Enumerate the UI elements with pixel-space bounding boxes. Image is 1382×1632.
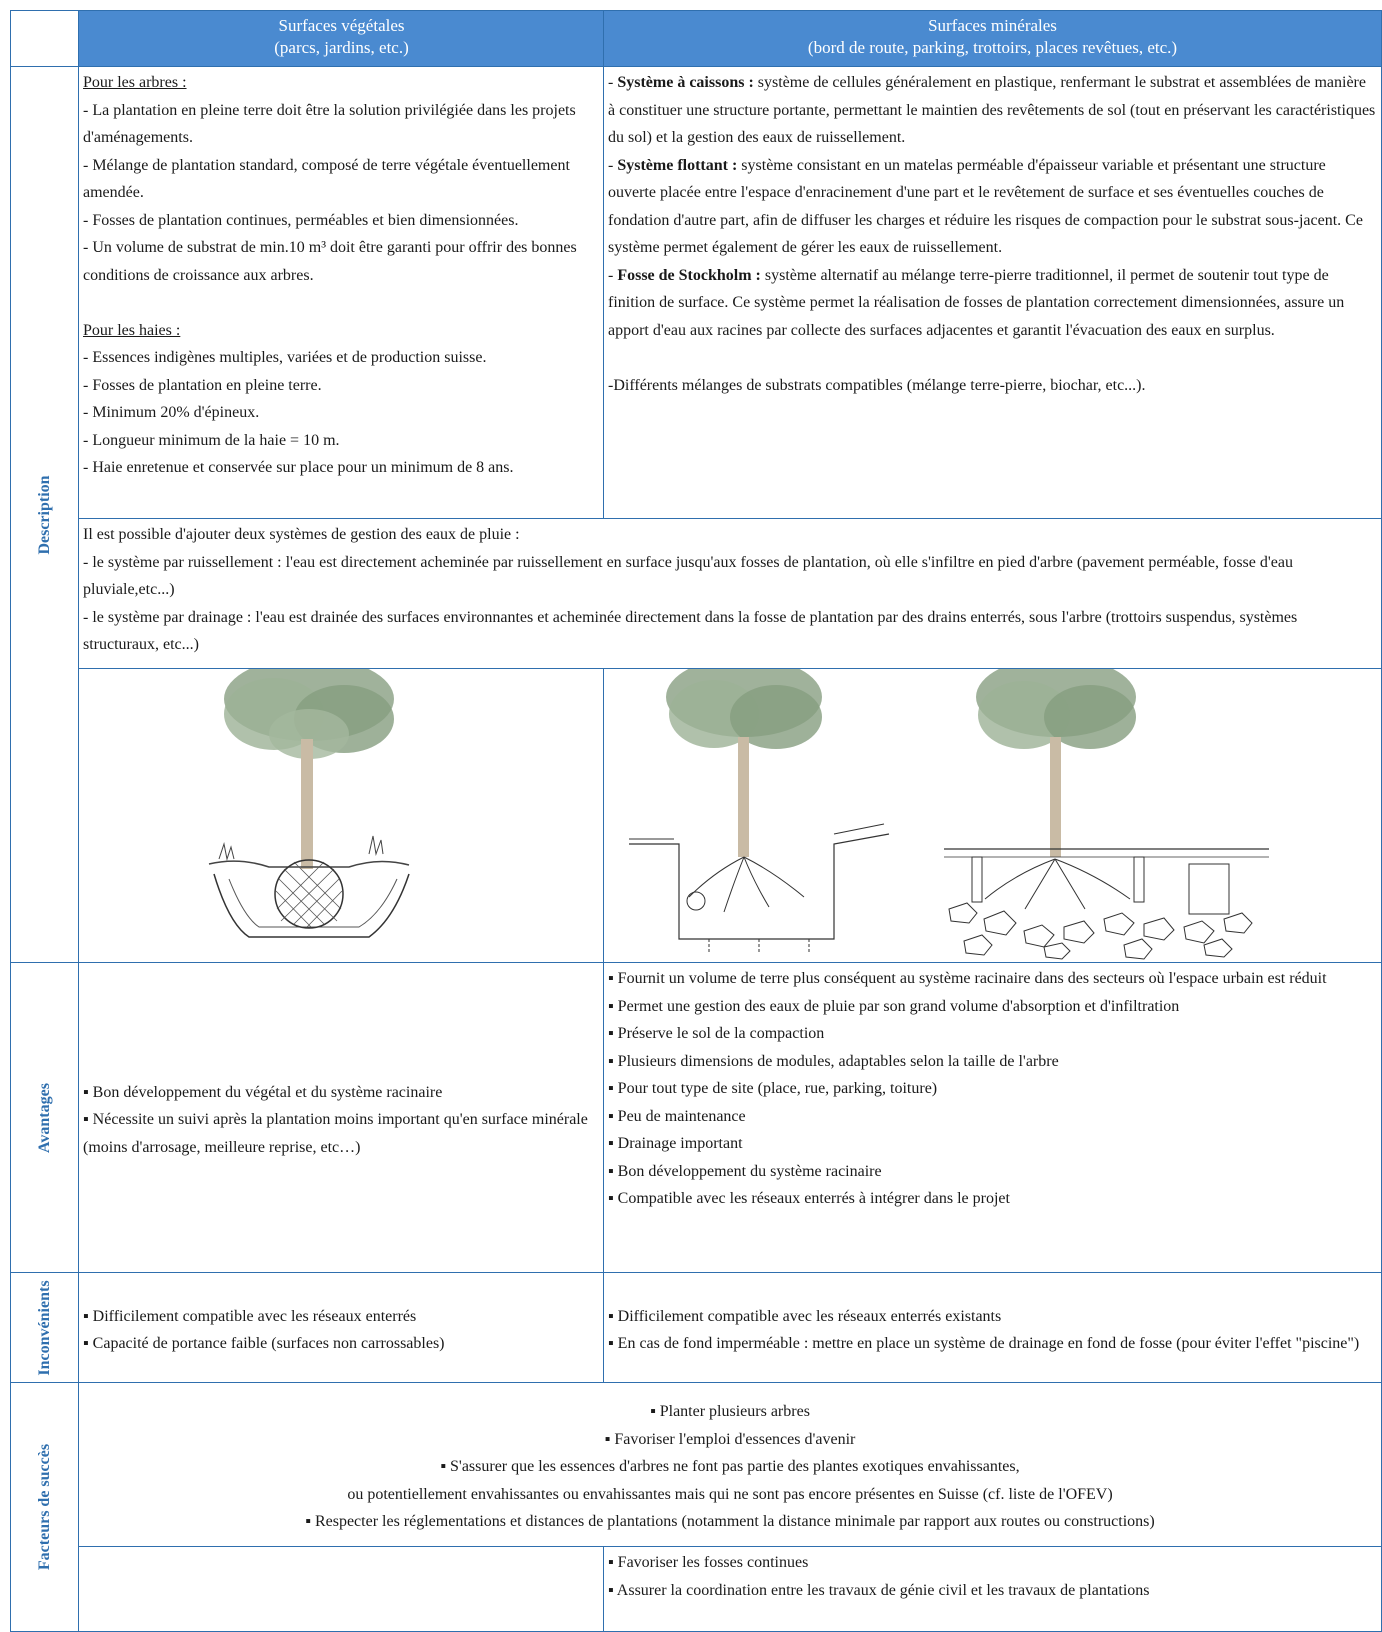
inconvenient-item: ▪ Capacité de portance faible (surfaces non carrossables) xyxy=(83,1335,445,1352)
stockholm-item: - Fosse de Stockholm : système alternatif au mélange terre-pierre traditionnel, il permet de soutenir tout type de finition de surface. Ce système permet la réalisation de fosses de plantation correctement dimensionnées, assure un apport d'eau aux racines par collecte des surfaces adjacentes et garantit l'évacuation des eaux en surplus. xyxy=(608,266,1345,339)
tree-trunk-icon xyxy=(1050,737,1061,857)
facteur-item: ▪ Assurer la coordination entre les travaux de génie civil et les travaux de plantations xyxy=(608,1581,1150,1599)
row-label-inconvenients-text: Inconvénients xyxy=(36,1280,53,1376)
haies-title: Pour les haies : xyxy=(83,321,181,339)
arbres-item: - Mélange de plantation standard, composé de terre végétale éventuellement amendée. xyxy=(83,156,570,201)
facteur-item: ▪ S'assurer que les essences d'arbres ne font pas partie des plantes exotiques envahissantes, xyxy=(440,1458,1020,1476)
facteurs-mineral xyxy=(603,1546,1382,1632)
avantage-item: ▪ Bon développement du végétal et du système racinaire xyxy=(83,1083,443,1101)
description-mineral xyxy=(603,66,1382,520)
avantage-item: ▪ Permet une gestion des eaux de pluie par son grand volume d'absorption et d'infiltration xyxy=(608,997,1180,1015)
facteurs-common xyxy=(78,1382,1382,1548)
header-vegetal-title: Surfaces végétales xyxy=(278,16,405,35)
inconvenients-vegetal-text xyxy=(79,1273,604,1384)
facteur-item: ou potentiellement envahissantes ou envahissantes mais qui ne sont pas encore présentes en Suisse (cf. liste de l'OFEV) xyxy=(347,1485,1113,1503)
melanges-item: -Différents mélanges de substrats compatibles (mélange terre-pierre, biochar, etc...). xyxy=(608,376,1146,394)
avantage-item: ▪ Drainage important xyxy=(608,1135,743,1152)
facteur-item: ▪ Planter plusieurs arbres xyxy=(650,1403,810,1421)
row-label-facteurs-text: Facteurs de succès xyxy=(36,1443,53,1571)
stockholm-label: Fosse de Stockholm : xyxy=(617,266,761,284)
header-vegetal-subtitle: (parcs, jardins, etc.) xyxy=(274,38,409,57)
header-vegetal xyxy=(78,10,605,68)
tree-trunk-icon xyxy=(301,739,313,869)
row-label-avantages xyxy=(10,962,80,1274)
inconvenients-vegetal xyxy=(78,1272,605,1384)
facteurs-mineral-text xyxy=(604,1547,1381,1606)
inconvenients-mineral xyxy=(603,1272,1382,1384)
description-mineral-text xyxy=(604,67,1381,401)
haies-item: - Essences indigènes multiples, variées et de production suisse. xyxy=(83,349,487,366)
inconvenients-mineral-text xyxy=(604,1273,1381,1384)
avantage-item: ▪ Peu de maintenance xyxy=(608,1107,746,1125)
facteur-item: ▪ Favoriser l'emploi d'essences d'avenir xyxy=(604,1430,856,1448)
facteur-item: ▪ Respecter les réglementations et distances de plantations (notamment la distance minimale par rapport aux routes ou constructions) xyxy=(305,1513,1155,1531)
row-label-description-text: Description xyxy=(36,475,53,555)
avantage-item: ▪ Fournit un volume de terre plus conséquent au système racinaire dans des secteurs où l'espace urbain est réduit xyxy=(608,970,1327,987)
eaux-pluie-cell xyxy=(78,518,1382,670)
arbres-item: - Fosses de plantation continues, perméables et bien dimensionnées. xyxy=(83,211,519,229)
facteurs-vegetal xyxy=(78,1546,605,1632)
inconvenient-item: ▪ Difficilement compatible avec les réseaux enterrés xyxy=(83,1307,417,1325)
haies-item: - Longueur minimum de la haie = 10 m. xyxy=(83,431,340,449)
eaux-drainage: - le système par drainage : l'eau est drainée des surfaces environnantes et acheminée directement dans la fosse de plantation par des drains enterrés, sous l'arbre (trottoirs suspendus, systèmes structuraux, etc...) xyxy=(83,608,1298,653)
arbres-item: - Un volume de substrat de min.10 m³ doit être garanti pour offrir des bonnes conditions de croissance aux arbres. xyxy=(83,239,577,284)
mineral-systems-illustration xyxy=(604,669,1380,961)
arbres-title: Pour les arbres : xyxy=(83,74,187,91)
eaux-pluie-text xyxy=(79,519,1381,661)
facteur-item: ▪ Favoriser les fosses continues xyxy=(608,1554,809,1571)
row-label-avantages-text: Avantages xyxy=(36,1083,53,1153)
flottant-label: Système flottant : xyxy=(617,156,738,174)
eaux-intro: Il est possible d'ajouter deux systèmes de gestion des eaux de pluie : xyxy=(83,526,520,543)
haies-item: - Minimum 20% d'épineux. xyxy=(83,404,260,421)
arbres-item: - La plantation en pleine terre doit être la solution privilégiée dans les projets d'aménagements. xyxy=(83,101,576,146)
avantage-item: ▪ Compatible avec les réseaux enterrés à intégrer dans le projet xyxy=(608,1190,1010,1207)
pleine-terre-illustration xyxy=(79,669,603,961)
eaux-ruissellement: - le système par ruissellement : l'eau est directement acheminée par ruissellement en surface jusqu'aux fosses de plantation, où elle s'infiltre en pied d'arbre (pavement perméable, fosse d'eau pluviale,etc...) xyxy=(83,553,1293,598)
stockholm-text: système alternatif au mélange terre-pierre traditionnel, il permet de soutenir tout type de finition de surface. Ce système permet la réalisation de fosses de plantation correctement dimensionnées, assure un apport d'eau aux racines par collecte des surfaces adjacentes et garantit l'évacuation des eaux en surplus. xyxy=(608,266,1345,339)
header-corner xyxy=(10,10,80,68)
haies-item: - Haie enretenue et conservée sur place pour un minimum de 8 ans. xyxy=(83,459,514,476)
flottant-text: système consistant en un matelas perméable d'épaisseur variable et présentant une structure ouverte placée entre l'espace d'enracinement d'une part et le revêtement de surface et ses éventuelles couches de fondation d'autre part, afin de diffuser les charges et réduire les risques de compaction pour le substrat sous-jacent. Ce système permet également de gérer les eaux de ruissellement. xyxy=(608,156,1363,256)
avantage-item: ▪ Préserve le sol de la compaction xyxy=(608,1025,825,1042)
flottant-item: - Système flottant : système consistant en un matelas perméable d'épaisseur variable et présentant une structure ouverte placée entre l'espace d'enracinement d'une part et le revêtement de surface et ses éventuelles couches de fondation d'autre part, afin de diffuser les charges et réduire les risques de compaction pour le substrat sous-jacent. Ce système permet également de gérer les eaux de ruissellement. xyxy=(608,156,1363,256)
avantage-item: ▪ Plusieurs dimensions de modules, adaptables selon la taille de l'arbre xyxy=(608,1052,1059,1070)
illustration-mineral xyxy=(603,668,1382,964)
description-vegetal-text xyxy=(79,67,604,484)
caissons-label: Système à caissons : xyxy=(617,74,754,91)
avantages-mineral-text xyxy=(604,963,1381,1215)
header-mineral-title: Surfaces minérales xyxy=(928,16,1057,35)
avantage-item: ▪ Bon développement du système racinaire xyxy=(608,1162,882,1180)
inconvenient-item: ▪ Difficilement compatible avec les réseaux enterrés existants xyxy=(608,1307,1002,1325)
row-label-inconvenients xyxy=(10,1272,80,1384)
avantages-mineral xyxy=(603,962,1382,1274)
header-mineral xyxy=(603,10,1382,68)
caissons-item: - Système à caissons : système de cellules généralement en plastique, renfermant le substrat et assemblées de manière à constituer une structure portante, permettant le maintien des revêtements de sol (tout en préservant les caractéristiques du sol) et la gestion des eaux de ruissellement. xyxy=(608,74,1376,146)
haies-item: - Fosses de plantation en pleine terre. xyxy=(83,376,322,394)
illustration-vegetal xyxy=(78,668,605,964)
row-label-facteurs xyxy=(10,1382,80,1632)
caissons-text: système de cellules généralement en plastique, renfermant le substrat et assemblées de manière à constituer une structure portante, permettant le maintien des revêtements de sol (tout en préservant les caractéristiques du sol) et la gestion des eaux de ruissellement. xyxy=(608,74,1376,146)
row-label-description xyxy=(10,66,80,964)
avantage-item: ▪ Pour tout type de site (place, rue, parking, toiture) xyxy=(608,1080,938,1097)
avantages-vegetal-text xyxy=(79,963,604,1274)
avantages-vegetal xyxy=(78,962,605,1274)
description-vegetal xyxy=(78,66,605,520)
tree-trunk-icon xyxy=(738,737,749,857)
inconvenient-item: ▪ En cas de fond imperméable : mettre en place un système de drainage en fond de fosse (pour éviter l'effet "piscine") xyxy=(608,1335,1360,1352)
avantage-item: ▪ Nécessite un suivi après la plantation moins important qu'en surface minérale (moins d'arrosage, meilleure reprise, etc…) xyxy=(83,1111,588,1156)
header-mineral-subtitle: (bord de route, parking, trottoirs, places revêtues, etc.) xyxy=(807,38,1178,57)
facteurs-common-text xyxy=(79,1383,1381,1548)
